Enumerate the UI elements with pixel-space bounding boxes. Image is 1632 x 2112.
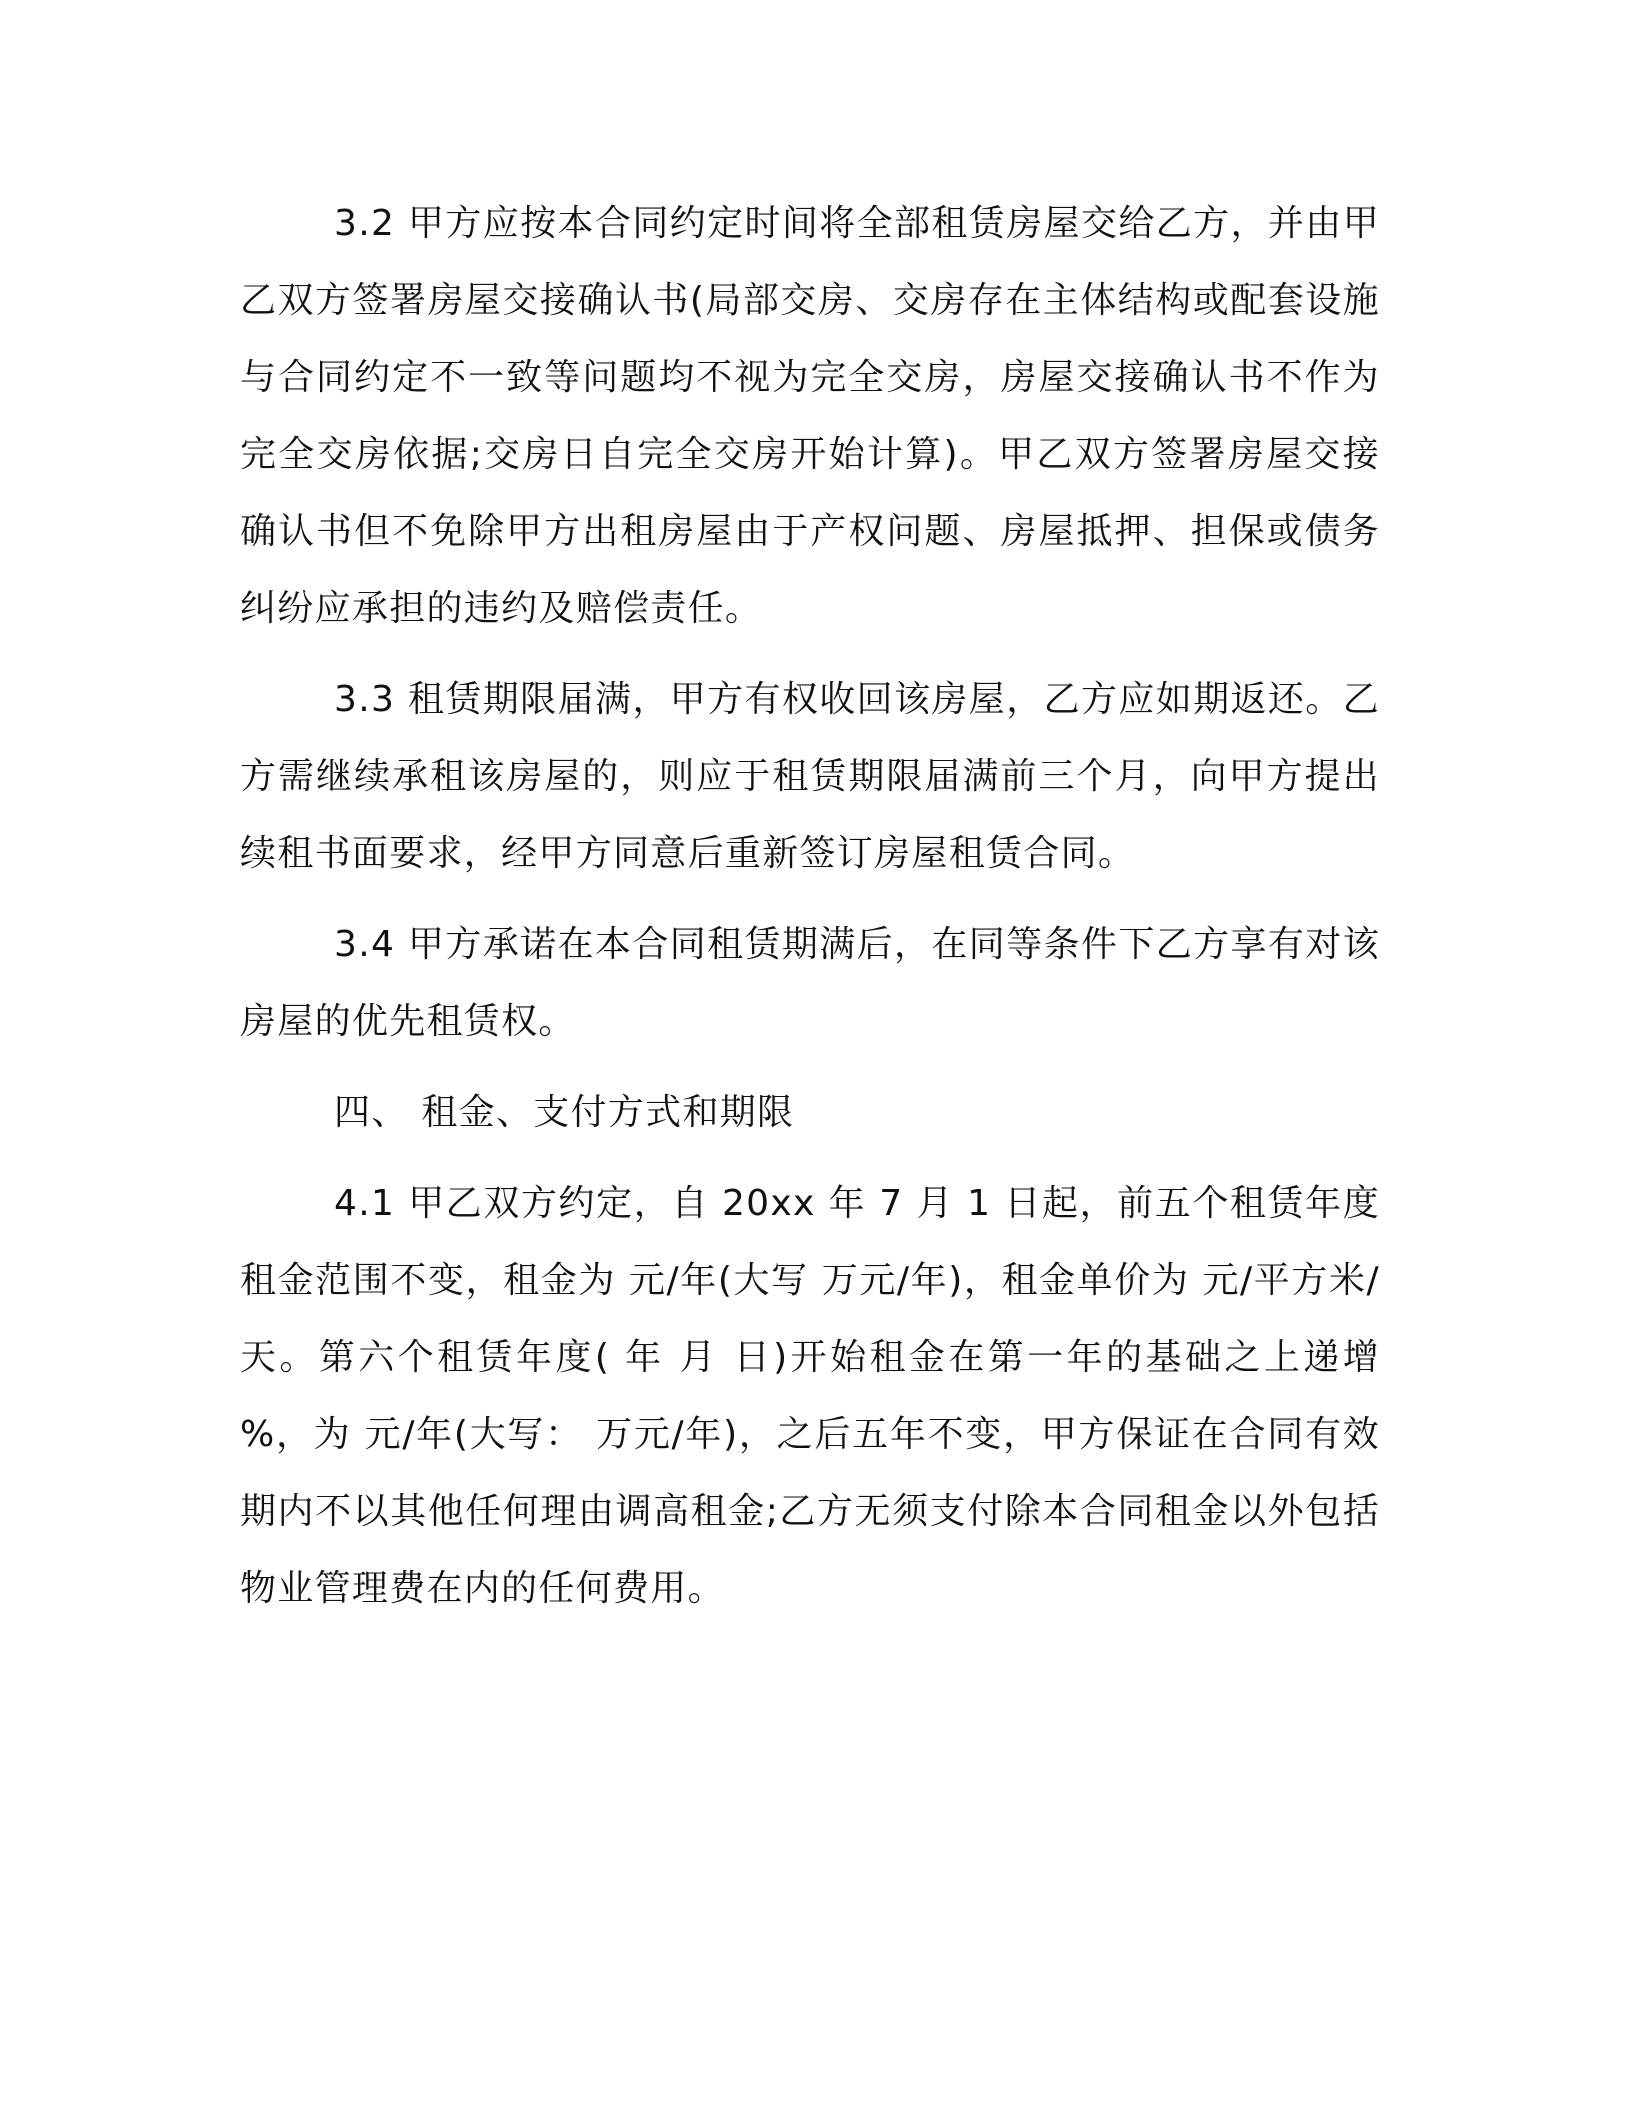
- clause-4-1: 4.1 甲乙双方约定，自 20xx 年 7 月 1 日起，前五个租赁年度租金范围不变，租金为 元/年(大写 万元/年)，租金单价为 元/平方米/天。第六个租赁年度( 年 月 日)开始租金在第一年的基础之上递增 %，为 元/年(大写： 万元/年)，之后五年不变，甲方保证在合同有效期内不以其他任何理由调高租金;乙方无须支付除本合同租金以外包括物业管理费在内的任何费用。: [240, 1183, 1380, 1609]
- section-4-heading: 四、 租金、支付方式和期限: [334, 1092, 795, 1133]
- clause-3-3: 3.3 租赁期限届满，甲方有权收回该房屋，乙方应如期返还。乙方需继续承租该房屋的，则应于租赁期限届满前三个月，向甲方提出续租书面要求，经甲方同意后重新签订房屋租赁合同。: [240, 679, 1380, 874]
- clause-3-2: 3.2 甲方应按本合同约定时间将全部租赁房屋交给乙方，并由甲乙双方签署房屋交接确认书(局部交房、交房存在主体结构或配套设施与合同约定不一致等问题均不视为完全交房，房屋交接确认书不作为完全交房依据;交房日自完全交房开始计算)。甲乙双方签署房屋交接确认书但不免除甲方出租房屋由于产权问题、房屋抵押、担保或债务纠纷应承担的违约及赔偿责任。: [240, 203, 1380, 629]
- document-body: [240, 185, 1380, 1641]
- clause-3-4: 3.4 甲方承诺在本合同租赁期满后，在同等条件下乙方享有对该房屋的优先租赁权。: [240, 924, 1380, 1042]
